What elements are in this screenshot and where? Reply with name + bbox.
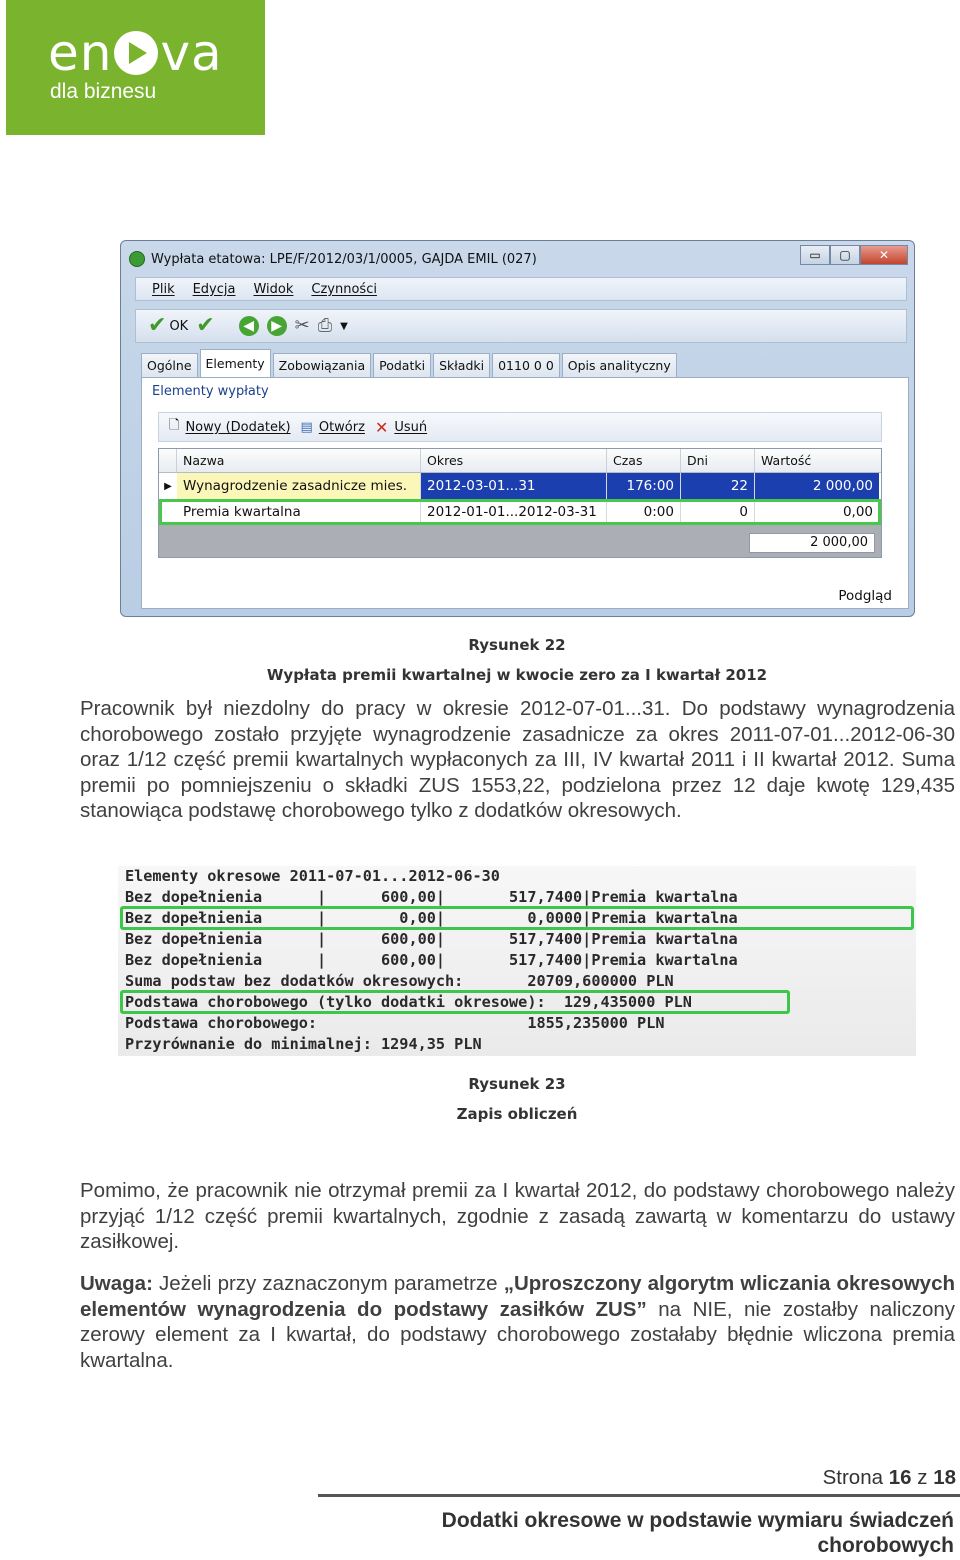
total-value: 2 000,00 xyxy=(749,533,875,553)
new-document-icon: 🗋 xyxy=(169,418,180,433)
play-icon xyxy=(114,31,158,75)
column-okres[interactable]: Okres xyxy=(421,449,607,472)
total-pages: 18 xyxy=(933,1466,956,1489)
window-titlebar xyxy=(129,247,537,271)
cell-okres: 2012-01-01...2012-03-31 xyxy=(421,499,607,525)
cell-czas: 176:00 xyxy=(607,473,681,499)
print-icon[interactable]: ⎙ xyxy=(317,315,333,336)
group-title: Elementy wypłaty xyxy=(152,384,269,399)
delete-button[interactable] xyxy=(375,418,427,437)
apply-checkmark-icon[interactable]: ✔ xyxy=(196,313,215,338)
log-line: Elementy okresowe 2011-07-01...2012-06-30 xyxy=(125,867,500,885)
tools-icon[interactable]: ✂ xyxy=(294,315,310,336)
current-page: 16 xyxy=(888,1466,912,1489)
table-row[interactable] xyxy=(159,473,881,499)
menu-bar xyxy=(135,277,907,301)
cell-nazwa: Wynagrodzenie zasadnicze mies. xyxy=(177,473,421,499)
menu-edycja[interactable]: Edycja xyxy=(192,281,236,297)
figure-22-caption: Wypłata premii kwartalnej w kwocie zero za I kwartał 2012 xyxy=(266,666,768,684)
close-button[interactable]: ✕ xyxy=(860,245,908,265)
minimize-button[interactable]: ▭ xyxy=(800,245,830,265)
logo-word-left: en xyxy=(48,24,113,82)
cell-wartosc: 0,00 xyxy=(842,504,873,520)
menu-widok[interactable]: Widok xyxy=(253,281,294,297)
tab-elementy[interactable]: Elementy xyxy=(200,349,271,377)
log-line: Suma podstaw bez dodatków okresowych: 20709,600000 PLN xyxy=(125,972,674,990)
note-text-1: Jeżeli przy zaznaczonym parametrze xyxy=(152,1272,504,1295)
log-line: Bez dopełnienia | 600,00| 517,7400|Premia kwartalna xyxy=(125,930,738,948)
back-arrow-icon[interactable]: ◀ xyxy=(239,316,259,336)
note-lead: Uwaga: xyxy=(80,1272,153,1295)
new-label: Nowy (Dodatek) xyxy=(185,419,291,435)
print-dropdown-icon[interactable]: ▼ xyxy=(340,320,348,332)
toolbar xyxy=(135,309,907,343)
column-nazwa[interactable]: Nazwa xyxy=(177,449,421,472)
app-icon xyxy=(129,251,145,267)
maximize-button[interactable]: ▢ xyxy=(830,245,860,265)
calculation-log xyxy=(118,866,916,1056)
note-parameter: „Uproszczony algorytm wliczania okresowych elementów wynagrodzenia do podstawy zasiłków ZUS” xyxy=(80,1272,955,1321)
preview-button[interactable]: Podgląd xyxy=(838,588,892,604)
tab-0110[interactable]: 0110 0 0 xyxy=(492,353,560,377)
logo-tagline: dla biznesu xyxy=(50,80,157,103)
menu-czynnosci[interactable]: Czynności xyxy=(311,281,377,297)
log-line: Podstawa chorobowego: 1855,235000 PLN xyxy=(125,1014,665,1032)
enova-logo xyxy=(6,0,265,135)
cell-nazwa: Premia kwartalna xyxy=(177,499,421,525)
open-form-icon: ▤ xyxy=(300,419,313,435)
paragraph-2: Pomimo, że pracownik nie otrzymał premii za I kwartał 2012, do podstawy chorobowego należy przyjąć 1/12 część premii kwartalnych, zgodnie z zasadą zawartą w komentarzu do ustawy zasiłkowej. xyxy=(80,1179,955,1253)
ok-label: OK xyxy=(169,318,189,334)
cell-dni: 0 xyxy=(681,499,755,525)
delete-label: Usuń xyxy=(394,419,428,435)
tab-zobowiazania[interactable]: Zobowiązania xyxy=(273,353,371,377)
open-button[interactable] xyxy=(301,420,365,435)
forward-arrow-icon[interactable]: ▶ xyxy=(267,316,287,336)
column-czas[interactable]: Czas xyxy=(607,449,681,472)
footer-rule xyxy=(318,1494,960,1497)
figure-23-caption: Zapis obliczeń xyxy=(456,1105,578,1123)
zero-bonus-highlight xyxy=(120,906,914,930)
elements-grid xyxy=(158,448,882,558)
menu-plik[interactable]: Plik xyxy=(152,281,175,297)
figure-22-label: Rysunek 22 xyxy=(468,636,566,654)
cell-czas: 0:00 xyxy=(607,499,681,525)
ok-button[interactable] xyxy=(148,315,188,337)
tab-opis-analityczny[interactable]: Opis analityczny xyxy=(562,353,677,377)
new-button[interactable] xyxy=(169,416,291,438)
cell-okres: 2012-03-01...31 xyxy=(421,473,607,499)
footer-title: Dodatki okresowe w podstawie wymiaru świadczeń chorobowych xyxy=(441,1509,954,1557)
log-line: Przyrównanie do minimalnej: 1294,35 PLN xyxy=(125,1035,482,1053)
open-label: Otwórz xyxy=(318,419,365,435)
elements-panel xyxy=(141,377,909,609)
window-controls xyxy=(800,245,908,265)
cell-dni: 22 xyxy=(681,473,755,499)
row-marker-header xyxy=(159,449,177,472)
row-marker xyxy=(159,499,177,525)
log-line: Bez dopełnienia | 0,00| 0,0000|Premia kwartalna xyxy=(125,909,738,927)
column-dni[interactable]: Dni xyxy=(681,449,755,472)
figure-23-label: Rysunek 23 xyxy=(468,1075,566,1093)
grid-header xyxy=(159,449,881,473)
checkmark-icon: ✔ xyxy=(148,313,167,338)
base-highlight xyxy=(120,990,790,1014)
logo-wordmark xyxy=(48,24,223,82)
tab-ogolne[interactable]: Ogólne xyxy=(141,353,198,377)
window-title: Wypłata etatowa: LPE/F/2012/03/1/0005, GAJDA EMIL (027) xyxy=(151,251,537,267)
tab-podatki[interactable]: Podatki xyxy=(373,353,431,377)
tab-skladki[interactable]: Składki xyxy=(433,353,490,377)
page-prefix: Strona xyxy=(822,1466,889,1489)
note-paragraph xyxy=(80,1271,955,1373)
page-number xyxy=(823,1466,956,1490)
column-wartosc[interactable]: Wartość xyxy=(761,453,812,468)
log-line: Bez dopełnienia | 600,00| 517,7400|Premia kwartalna xyxy=(125,888,738,906)
table-row[interactable] xyxy=(159,499,881,525)
cell-wartosc: 2 000,00 xyxy=(755,473,879,499)
elements-toolbar xyxy=(158,412,882,442)
payroll-window xyxy=(120,240,915,617)
log-line: Podstawa chorobowego (tylko dodatki okresowe): 129,435000 PLN xyxy=(125,993,692,1011)
page-separator: z xyxy=(911,1466,934,1489)
delete-icon: ✕ xyxy=(374,417,389,437)
note-text-3: , nie zostałby naliczony zerowy element za I kwartał, do podstawy chorobowego zostałaby błędnie wliczona premia kwartalna. xyxy=(80,1297,955,1372)
note-text-2: na xyxy=(646,1297,693,1321)
logo-word-right: va xyxy=(160,24,223,82)
log-line: Bez dopełnienia | 600,00| 517,7400|Premia kwartalna xyxy=(125,951,738,969)
current-row-icon: ▶ xyxy=(164,480,172,492)
note-value: NIE xyxy=(692,1297,727,1321)
tab-strip xyxy=(141,353,677,377)
paragraph-1: Pracownik był niezdolny do pracy w okresie 2012-07-01...31. Do podstawy wynagrodzenia chorobowego zostało przyjęte wynagrodzenie zasadnicze za okres 2011-07-01...2012-06-30 oraz 1/12 część premii kwartalnych wypłaconych za III, IV kwartał 2011 i II kwartał 2012. Suma premii po pomniejszeniu o składki ZUS 1553,22, podzielona przez 12 daje kwotę 129,435 stanowiąca podstawę chorobowego tylko z dodatków okresowych. xyxy=(80,697,955,822)
